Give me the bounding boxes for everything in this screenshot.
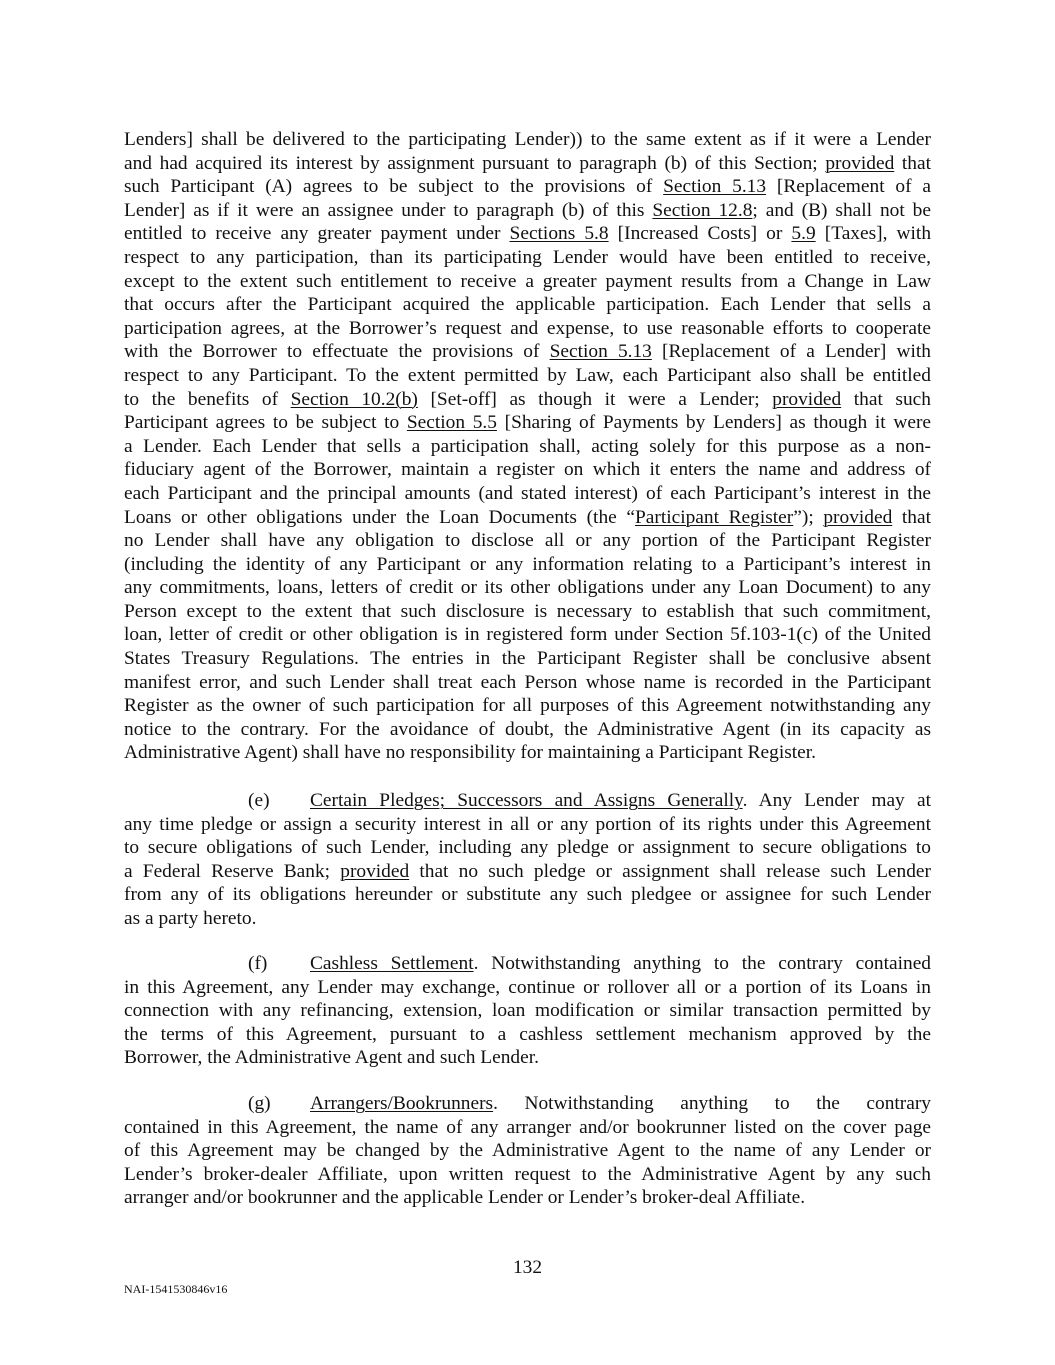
text-segment: the terms of this Agreement, pursuant to a cashless settlement mechanism approved by the xyxy=(124,1023,931,1045)
section-label: (f) xyxy=(248,953,268,974)
text-segment: Lender’s broker-dealer Affiliate, upon written request to the Administrative Agent by any such xyxy=(124,1163,931,1185)
text-line xyxy=(124,435,931,459)
paragraph xyxy=(124,952,931,1070)
underlined-term: 5.9 xyxy=(791,223,816,245)
text-segment: respect to any Participant. To the extent permitted by Law, each Participant also shall be entitled xyxy=(124,364,931,386)
text-segment: each Participant and the principal amounts (and stated interest) of each Participant’s interest in the xyxy=(124,482,931,504)
underlined-term: Section 12.8 xyxy=(652,199,753,221)
text-segment: [Increased Costs] or xyxy=(608,223,792,245)
text-line xyxy=(124,199,931,223)
page-number: 132 xyxy=(512,1257,543,1278)
text-segment: in this Agreement, any Lender may exchange, continue or rollover all or a portion of its Loans in xyxy=(124,976,931,998)
paragraph xyxy=(124,128,931,765)
text-segment: [Taxes], with xyxy=(815,223,932,245)
paragraph xyxy=(124,1092,931,1210)
text-line xyxy=(124,340,931,364)
text-line xyxy=(124,1046,931,1070)
text-segment: respect to any participation, than its participating Lender would have been entitled to receive, xyxy=(124,246,931,268)
text-segment: (including the identity of any Participant or any information relating to a Participant’s interest in xyxy=(124,553,931,575)
text-segment: ”); xyxy=(793,506,824,528)
text-line xyxy=(124,718,931,742)
text-line xyxy=(124,1163,931,1187)
underlined-term: Participant Register xyxy=(634,506,794,528)
text-segment: [Replacement of a Lender] with xyxy=(651,341,931,363)
text-line xyxy=(124,152,931,176)
text-line xyxy=(124,553,931,577)
paragraph xyxy=(124,789,931,931)
underlined-term: provided xyxy=(340,860,410,882)
text-line xyxy=(124,694,931,718)
text-segment: that no such pledge or assignment shall release such Lender xyxy=(409,860,931,882)
text-segment: from any of its obligations hereunder or substitute any such pledgee or assignee for such Lender xyxy=(124,884,931,906)
underlined-term: Section 5.13 xyxy=(549,341,652,363)
text-segment: with the Borrower to effectuate the provisions of xyxy=(124,341,550,363)
text-segment: and had acquired its interest by assignment pursuant to paragraph (b) of this Section; xyxy=(124,152,826,174)
text-segment: [Set-off] as though it were a Lender; xyxy=(417,388,773,410)
text-segment: that xyxy=(894,152,931,174)
text-segment: Person except to the extent that such disclosure is necessary to establish that such commitment, xyxy=(124,600,931,622)
text-line xyxy=(124,128,931,152)
text-segment: that xyxy=(892,506,931,528)
underlined-term: provided xyxy=(825,152,895,174)
text-line xyxy=(124,836,931,860)
text-segment: Participant agrees to be subject to xyxy=(124,412,407,434)
text-line xyxy=(124,458,931,482)
underlined-term: provided xyxy=(823,506,893,528)
text-line xyxy=(124,576,931,600)
text-segment: Lenders] shall be delivered to the participating Lender)) to the same extent as if it were a Lender xyxy=(124,129,931,150)
text-line xyxy=(124,411,931,435)
text-segment: . Any Lender may at xyxy=(742,790,931,811)
text-line xyxy=(124,529,931,553)
text-line xyxy=(124,813,931,837)
document-id-footer: NAI-1541530846v16 xyxy=(124,1282,228,1296)
text-segment: manifest error, and such Lender shall treat each Person whose name is recorded in the Participant xyxy=(124,671,931,693)
text-segment: except to the extent such entitlement to receive a greater payment results from a Change in Law xyxy=(124,270,931,292)
text-segment: no Lender shall have any obligation to disclose all or any portion of the Participant Register xyxy=(124,530,931,552)
text-segment: to secure obligations of such Lender, including any pledge or assignment to secure obligations to xyxy=(124,837,931,859)
text-segment: such Participant (A) agrees to be subject to the provisions of xyxy=(124,176,664,198)
text-line xyxy=(124,741,931,765)
underlined-term: Section 5.5 xyxy=(406,412,497,434)
section-label: (g) xyxy=(248,1093,271,1114)
underlined-term: Arrangers/Bookrunners xyxy=(310,1093,494,1114)
text-segment: [Replacement of a xyxy=(766,176,931,198)
text-line xyxy=(124,671,931,695)
text-segment: loan, letter of credit or other obligation is in registered form under Section 5f.103-1(c) of the United xyxy=(124,624,931,646)
text-segment: Lender] as if it were an assignee under to paragraph (b) of this xyxy=(124,199,653,221)
text-segment: that occurs after the Participant acquired the applicable participation. Each Lender that sells a xyxy=(124,294,931,316)
underlined-term: Section 10.2(b) xyxy=(290,388,418,410)
text-line xyxy=(124,388,931,412)
underlined-term: Section 5.13 xyxy=(663,176,767,198)
text-line xyxy=(124,293,931,317)
text-line xyxy=(124,482,931,506)
text-segment: a Lender. Each Lender that sells a participation shall, acting solely for this purpose as a non- xyxy=(124,435,931,457)
text-line xyxy=(124,364,931,388)
text-line xyxy=(124,175,931,199)
text-line xyxy=(124,976,931,1000)
text-line xyxy=(124,883,931,907)
text-segment: . Notwithstanding anything to the contrary xyxy=(493,1093,931,1114)
text-segment: any commitments, loans, letters of credit or its other obligations under any Loan Document) to any xyxy=(124,577,931,599)
text-segment: that such xyxy=(841,388,931,410)
text-segment: of this Agreement may be changed by the Administrative Agent to the name of any Lender or xyxy=(124,1140,931,1162)
text-segment: entitled to receive any greater payment under xyxy=(124,223,510,245)
text-segment: a Federal Reserve Bank; xyxy=(124,860,341,882)
text-line xyxy=(124,1139,931,1163)
text-line xyxy=(124,246,931,270)
text-line xyxy=(124,1092,931,1116)
underlined-term: provided xyxy=(772,388,842,410)
text-line xyxy=(124,600,931,624)
section-label: (e) xyxy=(248,790,270,811)
text-segment: arranger and/or bookrunner and the applicable Lender or Lender’s broker-deal Affiliate. xyxy=(124,1187,806,1209)
text-line xyxy=(124,1023,931,1047)
text-segment: States Treasury Regulations. The entries in the Participant Register shall be conclusive absent xyxy=(124,648,931,670)
text-line xyxy=(124,860,931,884)
text-line xyxy=(124,317,931,341)
underlined-term: Certain Pledges; Successors and Assigns Generally xyxy=(310,790,743,811)
underlined-term: Cashless Settlement xyxy=(310,953,474,974)
text-line xyxy=(124,1186,931,1210)
text-segment: connection with any refinancing, extension, loan modification or similar transaction permitted by xyxy=(124,1000,931,1022)
text-line xyxy=(124,647,931,671)
text-line xyxy=(124,270,931,294)
underlined-term: Sections 5.8 xyxy=(509,223,609,245)
text-segment: to the benefits of xyxy=(124,388,291,410)
text-segment: Administrative Agent) shall have no responsibility for maintaining a Participant Register. xyxy=(124,742,817,764)
text-segment: [Sharing of Payments by Lenders] as though it were xyxy=(496,412,932,434)
text-segment: Register as the owner of such participation for all purposes of this Agreement notwithstanding any xyxy=(124,695,931,717)
text-segment: any time pledge or assign a security interest in all or any portion of its rights under this Agreement xyxy=(124,813,931,835)
text-line xyxy=(124,506,931,530)
text-segment: fiduciary agent of the Borrower, maintain a register on which it enters the name and address of xyxy=(124,459,931,481)
text-line xyxy=(124,999,931,1023)
text-segment: Loans or other obligations under the Loan Documents (the “ xyxy=(124,506,635,528)
text-line xyxy=(124,952,931,976)
text-line xyxy=(124,789,931,813)
text-line xyxy=(124,623,931,647)
text-segment: participation agrees, at the Borrower’s request and expense, to use reasonable efforts to cooperate xyxy=(124,317,931,339)
text-segment: Borrower, the Administrative Agent and such Lender. xyxy=(124,1047,539,1069)
text-line xyxy=(124,1116,931,1140)
text-segment: ; and (B) shall not be xyxy=(752,199,931,221)
text-segment: contained in this Agreement, the name of any arranger and/or bookrunner listed on the cover page xyxy=(124,1116,931,1138)
text-segment: notice to the contrary. For the avoidance of doubt, the Administrative Agent (in its capacity as xyxy=(124,718,931,740)
text-line xyxy=(124,907,931,931)
text-segment: as a party hereto. xyxy=(124,907,257,929)
text-segment: . Notwithstanding anything to the contrary contained xyxy=(473,953,931,974)
text-line xyxy=(124,222,931,246)
